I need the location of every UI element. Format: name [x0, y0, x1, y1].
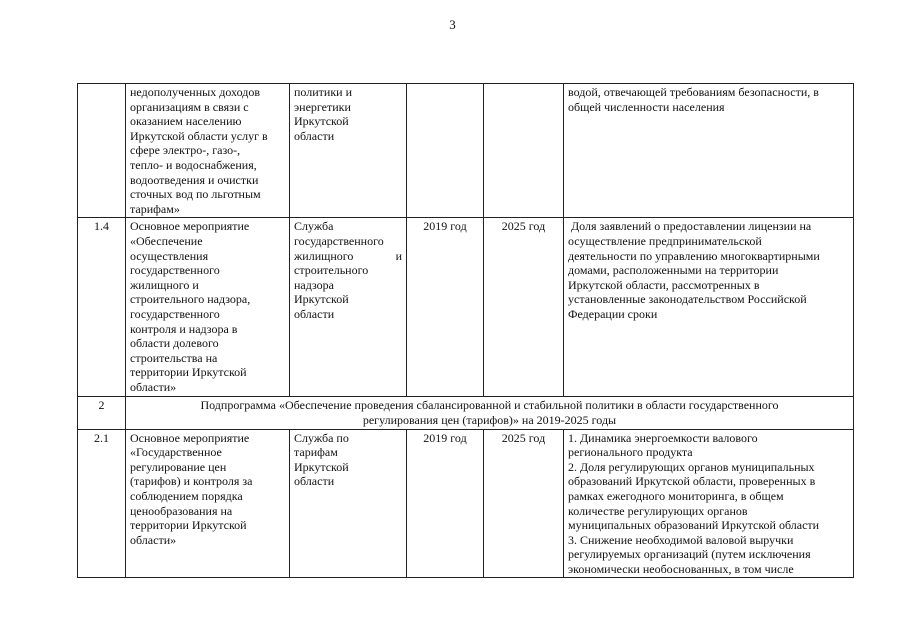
event-line: контроля и надзора в	[130, 321, 238, 336]
indicator-line: Федерации сроки	[568, 306, 658, 321]
indicator-line: регионального продукта	[568, 445, 693, 460]
event-line: сфере электро-, газо-,	[130, 143, 241, 158]
indicator-line: 1. Динамика энергоемкости валового	[568, 430, 758, 445]
executor-line: надзора	[294, 277, 334, 292]
event-line: строительства на	[130, 350, 218, 365]
executor-line: тарифам	[294, 445, 338, 460]
event-line: территории Иркутской	[130, 518, 247, 533]
event-cell	[126, 429, 290, 578]
table-row	[78, 429, 854, 578]
indicator-line: установленные законодательством Российской	[568, 292, 807, 307]
event-line: государственного	[130, 306, 220, 321]
row-number-cell	[78, 84, 126, 218]
event-line: сточных вод по льготным	[130, 187, 261, 202]
event-line: соблюдением порядка	[130, 488, 243, 503]
end-year-cell	[484, 84, 564, 218]
indicator-line: муниципальных образований Иркутской области	[568, 518, 820, 533]
start-year-cell	[407, 84, 484, 218]
indicator-line: Доля заявлений о предоставлении лицензии на	[568, 219, 812, 234]
event-line: ценообразования на	[130, 503, 233, 518]
executor-line: Иркутской	[294, 114, 349, 129]
event-line: оказанием населению	[130, 114, 242, 129]
indicator-line: 3. Снижение необходимой валовой выручки	[568, 532, 794, 547]
event-line: тепло- и водоснабжения,	[130, 157, 257, 172]
end-year-cell: 2025 год	[484, 429, 564, 578]
event-cell	[126, 218, 290, 397]
indicator-line: 2. Доля регулирующих органов муниципальных	[568, 459, 815, 474]
indicator-line: водой, отвечающей требованиям безопасности, в	[568, 85, 819, 99]
subprogram-title-cell	[126, 397, 854, 429]
page-number: 3	[449, 17, 456, 32]
table-row	[78, 218, 854, 397]
subprogram-title-line: Подпрограмма «Обеспечение проведения сбалансированной и стабильной политики в области государственного	[200, 398, 779, 413]
start-year-cell: 2019 год	[407, 429, 484, 578]
executor-cell	[290, 218, 407, 397]
event-line: недополученных доходов	[130, 85, 260, 99]
indicator-line: общей численности населения	[568, 99, 725, 114]
event-cell	[126, 84, 290, 218]
event-line: Основное мероприятие	[130, 219, 250, 234]
indicator-line: осуществление предпринимательской	[568, 233, 762, 248]
event-line: области долевого	[130, 336, 219, 351]
executor-line: области	[294, 128, 335, 143]
indicator-line: экономически необоснованных, в том числе	[568, 561, 794, 576]
program-table	[77, 83, 854, 578]
row-number-cell: 2.1	[78, 429, 126, 578]
event-line: жилищного и	[130, 277, 199, 292]
start-year-cell: 2019 год	[407, 218, 484, 397]
indicators-cell	[564, 429, 854, 578]
executor-line: Служба по	[294, 430, 349, 445]
event-line: территории Иркутской	[130, 365, 247, 380]
executor-line: Служба	[294, 219, 334, 234]
event-line: Основное мероприятие	[130, 430, 250, 445]
event-line: «Обеспечение	[130, 233, 203, 248]
executor-line: области	[294, 474, 335, 489]
indicator-line: количестве регулирующих органов	[568, 503, 748, 518]
row-number-cell: 2	[78, 397, 126, 429]
executor-line: области	[294, 306, 335, 321]
event-line: «Государственное	[130, 445, 222, 460]
executor-line: строительного	[294, 263, 369, 278]
event-line: Иркутской области услуг в	[130, 128, 268, 143]
subprogram-title-line: регулирования цен (тарифов)» на 2019-2025 годы	[362, 412, 617, 427]
event-line: регулирование цен	[130, 459, 227, 474]
event-line: организациям в связи с	[130, 99, 249, 114]
indicator-line: образований Иркутской области, проверенных в	[568, 474, 816, 489]
table-row	[78, 397, 854, 429]
executor-cell	[290, 429, 407, 578]
event-line: строительного надзора,	[130, 292, 251, 307]
indicator-line: домами, расположенными на территории	[568, 263, 779, 278]
executor-line: государственного	[294, 233, 384, 248]
executor-line: политики и	[294, 85, 353, 99]
indicator-line: деятельности по управлению многоквартирными	[568, 248, 820, 263]
indicators-cell	[564, 84, 854, 218]
event-line: тарифам»	[130, 201, 180, 216]
event-line: осуществления	[130, 248, 209, 263]
indicators-cell	[564, 218, 854, 397]
event-line: государственного	[130, 263, 220, 278]
end-year-cell: 2025 год	[484, 218, 564, 397]
event-line: области»	[130, 379, 177, 394]
row-number-cell: 1.4	[78, 218, 126, 397]
executor-line: Иркутской	[294, 459, 349, 474]
event-line: водоотведения и очистки	[130, 172, 259, 187]
event-line: (тарифов) и контроля за	[130, 474, 253, 489]
executor-cell	[290, 84, 407, 218]
indicator-line: регулируемых организаций (путем исключения	[568, 547, 811, 562]
executor-line: жилищного и	[294, 248, 402, 263]
executor-line: энергетики	[294, 99, 351, 114]
indicator-line: Иркутской области, рассмотренных в	[568, 277, 760, 292]
event-line: области»	[130, 532, 177, 547]
table-row	[78, 84, 854, 218]
executor-line: Иркутской	[294, 292, 349, 307]
indicator-line: рамках ежегодного мониторинга, в общем	[568, 488, 784, 503]
